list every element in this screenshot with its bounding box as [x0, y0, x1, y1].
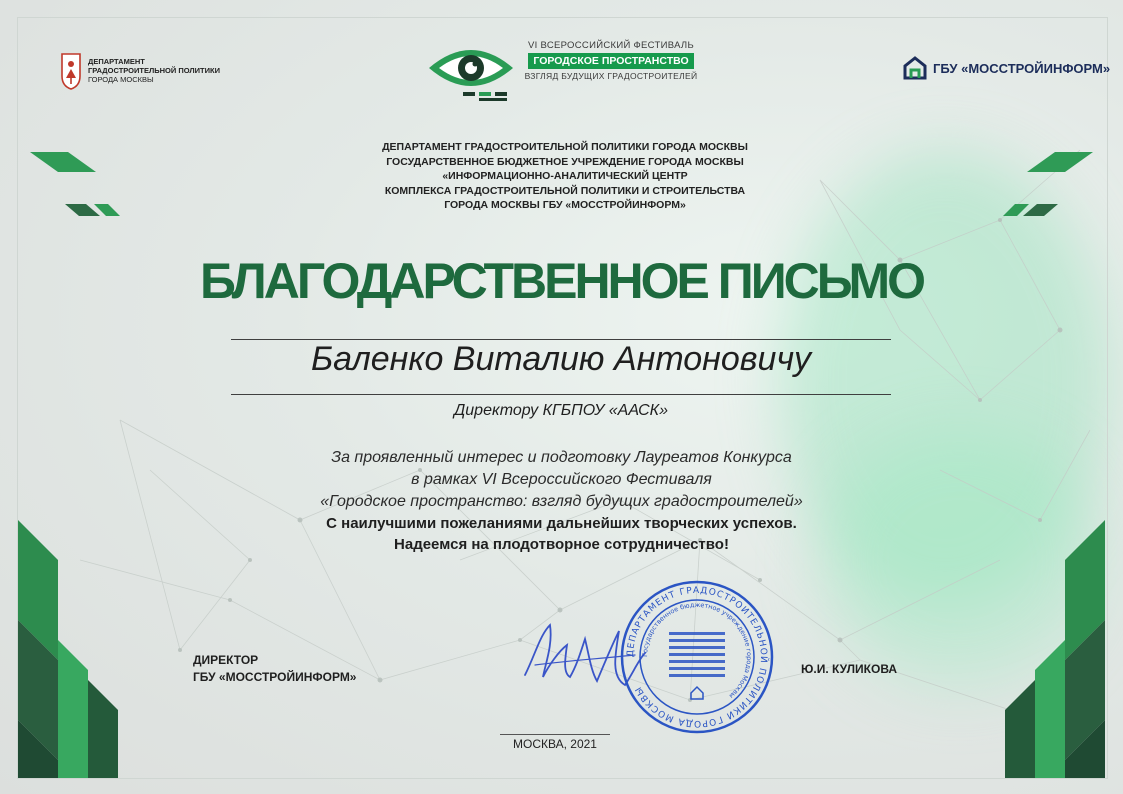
name-bottom-rule — [231, 394, 891, 395]
place-date: МОСКВА, 2021 — [513, 737, 597, 751]
dept-logo-line2: ГРАДОСТРОИТЕЛЬНОЙ ПОЛИТИКИ — [88, 65, 220, 75]
festival-logo — [425, 36, 715, 106]
gbu-logo — [903, 56, 1110, 80]
date-rule — [500, 734, 610, 735]
document-title: БЛАГОДАРСТВЕННОЕ ПИСЬМО — [199, 253, 924, 309]
organization-line: ГОСУДАРСТВЕННОЕ БЮДЖЕТНОЕ УЧРЕЖДЕНИЕ ГОРОДА МОСКВЫ — [386, 155, 744, 168]
stamp-inner-text: Государственное бюджетное учреждение города Москвы — [640, 600, 754, 700]
recipient-position: Директору КГБПОУ «ААСК» — [454, 402, 668, 419]
moscow-crest-icon — [60, 50, 82, 90]
signer-title-line2: ГБУ «МОССТРОЙИНФОРМ» — [193, 670, 357, 684]
dept-logo-line3: ГОРОДА МОСКВЫ — [88, 74, 154, 84]
recipient-name: Баленко Виталию Антоновичу — [310, 340, 812, 378]
festival-line3: ВЗГЛЯД БУДУЩИХ ГРАДОСТРОИТЕЛЕЙ — [524, 71, 698, 81]
wishes-line: С наилучшими пожеланиями дальнейших творческих успехов. — [326, 515, 797, 532]
festival-line2: ГОРОДСКОЕ ПРОСТРАНСТВО — [528, 53, 693, 69]
organization-block — [300, 140, 830, 213]
house-logo-icon — [903, 56, 927, 80]
body-line: «Городское пространство: взгляд будущих градостроителей» — [320, 493, 803, 510]
organization-line: КОМПЛЕКСА ГРАДОСТРОИТЕЛЬНОЙ ПОЛИТИКИ И СТРОИТЕЛЬСТВА — [384, 184, 746, 197]
gbu-logo-text: ГБУ «МОССТРОЙИНФОРМ» — [933, 60, 1111, 76]
eye-logo-icon — [425, 36, 520, 106]
organization-line: ДЕПАРТАМЕНТ ГРАДОСТРОИТЕЛЬНОЙ ПОЛИТИКИ ГОРОДА МОСКВЫ — [382, 141, 748, 153]
stamp-outer-text: ДЕПАРТАМЕНТ ГРАДОСТРОИТЕЛЬНОЙ ПОЛИТИКИ ГОРОДА МОСКВЫ — [625, 585, 769, 729]
wishes-line: Надеемся на плодотворное сотрудничество! — [394, 536, 729, 553]
festival-line1: VI ВСЕРОССИЙСКИЙ ФЕСТИВАЛЬ — [528, 40, 694, 51]
department-logo — [60, 50, 220, 90]
organization-line: «ИНФОРМАЦИОННО-АНАЛИТИЧЕСКИЙ ЦЕНТР — [442, 170, 688, 182]
letter-body — [200, 447, 923, 555]
body-line: в рамках VI Всероссийского Фестиваля — [411, 471, 712, 488]
signer-title — [193, 652, 356, 686]
body-line: За проявленный интерес и подготовку Лауреатов Конкурса — [331, 449, 792, 466]
official-stamp — [617, 577, 777, 737]
organization-line: ГОРОДА МОСКВЫ ГБУ «МОССТРОЙИНФОРМ» — [444, 199, 686, 211]
signer-title-line1: ДИРЕКТОР — [193, 653, 259, 667]
signer-name: Ю.И. КУЛИКОВА — [801, 662, 898, 676]
dept-logo-line1: ДЕПАРТАМЕНТ — [88, 56, 145, 66]
